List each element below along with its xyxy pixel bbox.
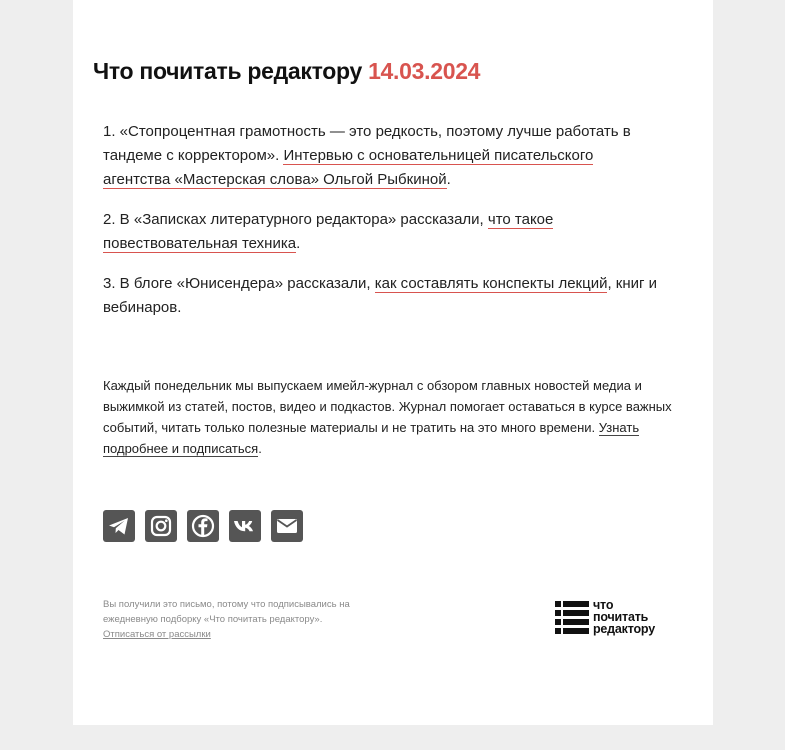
list-item (103, 120, 663, 192)
list-item (103, 208, 663, 256)
instagram-icon[interactable] (145, 510, 177, 542)
page-title (93, 58, 480, 85)
item-link[interactable]: как составлять конспекты лекций (374, 275, 608, 292)
item-text-end: . (446, 171, 451, 188)
item-link[interactable]: что такое повествовательная техника (103, 211, 554, 252)
facebook-icon[interactable] (187, 510, 219, 542)
newsletter-description (103, 375, 688, 459)
unsubscribe-link[interactable]: Отписаться от рассылки (103, 629, 211, 640)
social-links (103, 510, 303, 542)
about-text-end: . (258, 441, 262, 456)
list-item (103, 272, 663, 320)
subscribe-link[interactable]: Узнать подробнее и подписаться (103, 420, 640, 456)
item-link[interactable]: Интервью с основательницей писательского агентства «Мастерская слова» Ольгой Рыбкиной (103, 147, 594, 188)
item-text-end: , книг и вебинаров. (103, 275, 658, 316)
title-text: Что почитать редактору (93, 58, 362, 84)
item-text: 2. В «Записках литературного редактора» рассказали, (103, 211, 488, 228)
item-text: 3. В блоге «Юнисендера» рассказали, (103, 275, 375, 292)
logo-wordmark (593, 599, 655, 635)
email-icon[interactable] (271, 510, 303, 542)
telegram-icon[interactable] (103, 510, 135, 542)
logo-mark (555, 601, 589, 635)
logo-line: редактору (593, 622, 655, 636)
logo-line: что (593, 598, 614, 612)
issue-date: 14.03.2024 (368, 58, 481, 84)
vk-icon[interactable] (229, 510, 261, 542)
logo-line: почитать (593, 610, 649, 624)
footer-note-text: Вы получили это письмо, потому что подписывались на ежедневную подборку «Что почитать редактору». (103, 599, 350, 625)
footer-note (103, 597, 403, 642)
email-card (73, 0, 713, 725)
item-text-end: . (296, 235, 301, 252)
reading-list (103, 120, 663, 336)
about-text: Каждый понедельник мы выпускаем имейл-журнал с обзором главных новостей медиа и выжимкой из статей, постов, видео и подкастов. Журнал помогает оставаться в курсе важных событий, читать только полезные материалы и не тратить на это много времени. (103, 378, 672, 435)
item-text: 1. «Стопроцентная грамотность — это редкость, поэтому лучше работать в тандеме с корректором». (103, 123, 631, 164)
brand-logo[interactable] (555, 600, 685, 636)
